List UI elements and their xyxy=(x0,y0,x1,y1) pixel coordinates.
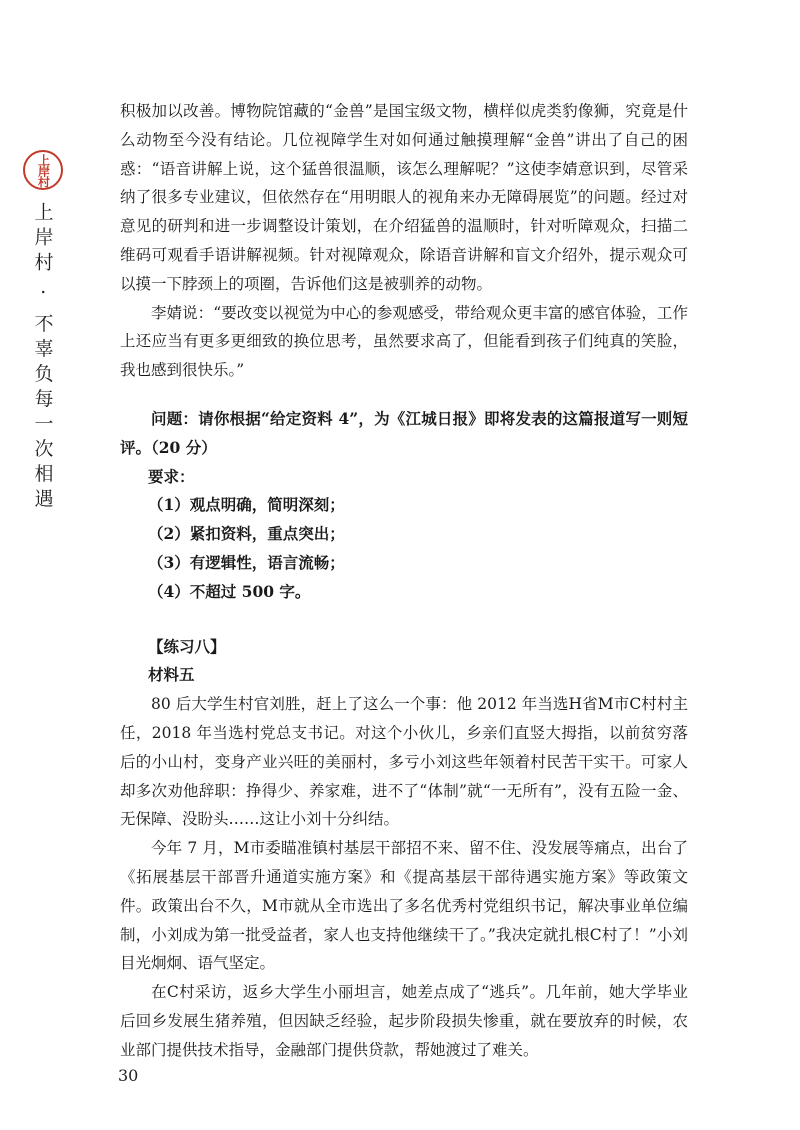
paragraph-5: 在C村采访，返乡大学生小丽坦言，她差点成了“逃兵”。几年前，她大学毕业后回乡发展生猪养殖，但因缺乏经验，起步阶段损失惨重，就在要放弃的时候，农业部门提供技术指导，金融部门提供贷款，帮她渡过了难关。 xyxy=(120,983,688,1059)
requirement-item: （4）不超过 500 字。 xyxy=(148,581,311,601)
question-text: 问题：请你根据“给定资料 4”，为《江城日报》即将发表的这篇报道写一则短评。（20 分） xyxy=(120,408,688,457)
requirements-title: 要求： xyxy=(148,466,195,486)
paragraph-3: 80 后大学生村官刘胜，赶上了这么一个事：他 2012 年当选H省M市C村村主任，2018 年当选村党总支书记。对这个小伙儿，乡亲们直竖大拇指，以前贫穷落后的小山村，变身产业兴旺的美丽村，多亏小刘这些年领着村民苦干实干。可家人却多次劝他辞职：挣得少、养家难，进不了“体制”就“一无所有”，没有五险一金、无保障、没盼头……这让小刘十分纠结。 xyxy=(120,695,688,829)
paragraph-4: 今年 7 月，M市委瞄准镇村基层干部招不来、留不住、没发展等痛点，出台了《拓展基层干部晋升通道实施方案》和《提高基层干部待遇实施方案》等政策文件。政策出台不久，M市就从全市选出了多名优秀村党组织书记，解决事业单位编制，小刘成为第一批受益者，家人也支持他继续干了。”我决定就扎根C村了！”小刘目光炯炯、语气坚定。 xyxy=(120,839,688,973)
sidebar xyxy=(18,150,68,513)
requirement-item: （2）紧扣资料，重点突出； xyxy=(148,524,345,544)
material-heading: 材料五 xyxy=(148,665,195,685)
paragraph-2: 李婧说：“要改变以视觉为中心的参观感受，带给观众更丰富的感官体验，工作上还应当有更多更细致的换位思考，虽然要求高了，但能看到孩子们纯真的笑脸，我也感到很快乐。” xyxy=(120,303,688,380)
exercise-heading: 【练习八】 xyxy=(148,636,226,656)
paragraph-1: 积极加以改善。博物院馆藏的“金兽”是国宝级文物，横样似虎类豹像狮，究竟是什么动物至今没有结论。几位视障学生对如何通过触摸理解“金兽”讲出了自己的困惑：“语音讲解上说，这个猛兽很温顺，该怎么理解呢？”这使李婧意识到，尽管采纳了很多专业建议，但依然存在“用明眼人的视角来办无障碍展览”的问题。经过对意见的研判和进一步调整设计策划，在介绍猛兽的温顺时，针对听障观众，扫描二维码可观看手语讲解视频。针对视障观众，除语音讲解和盲文介绍外，提示观众可以摸一下脖颈上的项圈，告诉他们这是被驯养的动物。 xyxy=(120,102,688,293)
page-number: 30 xyxy=(118,1066,139,1085)
seal-logo: 上岸村 xyxy=(23,150,63,190)
requirement-item: （3）有逻辑性，语言流畅； xyxy=(148,552,345,572)
requirement-item: （1）观点明确，简明深刻； xyxy=(148,495,345,515)
sidebar-vertical-title: 上岸村 · 不辜负每一次相遇 xyxy=(31,202,54,514)
page-content xyxy=(120,97,688,1065)
